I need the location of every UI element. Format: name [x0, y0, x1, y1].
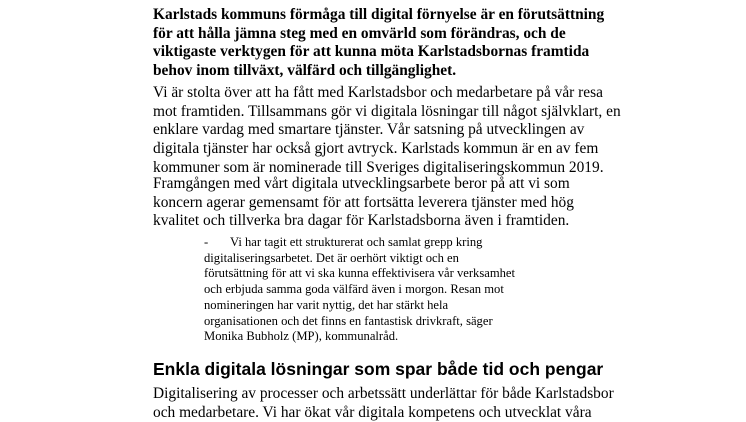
quote-dash: - [204, 235, 209, 249]
section-paragraph: Digitalisering av processer och arbetssätt underlättar för både Karlstadsbor och medarbetare. Vi har ökat vår digitala kompetens och utvecklat våra [153, 385, 614, 421]
quote-block [204, 235, 524, 345]
lead-paragraph: Karlstads kommuns förmåga till digital förnyelse är en förutsättning för att hålla jämna steg med en omvärld som förändras, och de viktigaste verktygen för att kunna möta Karlstadsbornas framtida behov inom tillväxt, välfärd och tillgänglighet. [153, 6, 605, 80]
body-paragraph-1: Vi är stolta över att ha fått med Karlstadsbor och medarbetare på vår resa mot framtiden. Tillsammans gör vi digitala lösningar till något självklart, en enklare vardag med smartare tjänster. Vår satsning på utvecklingen av digitala tjänster har också gjort avtryck. Karlstads kommun är en av fem kommuner som är nominerade till Sveriges digitaliseringskommun 2019. [153, 84, 621, 176]
body-paragraph-2: Framgången med vårt digitala utvecklingsarbete beror på att vi som koncern agerar gemensamt för att fortsätta leverera tjänster med hög kvalitet och tillverka bra dagar för Karlstadsborna även i framtiden. [153, 175, 574, 230]
quote-text: Vi har tagit ett strukturerat och samlat grepp kring digitaliseringsarbetet. Det är oerhört viktigt och en förutsättning för att vi ska kunna effektivisera vår verksamhet och erbjuda samma goda välfärd även i morgon. Resan mot nomineringen har varit nyttig, det har stärkt hela organisationen och det finns en fantastisk drivkraft, säger Monika Bubholz (MP), kommunalråd. [204, 235, 516, 344]
section-heading: Enkla digitala lösningar som spar både tid och pengar [153, 359, 604, 379]
